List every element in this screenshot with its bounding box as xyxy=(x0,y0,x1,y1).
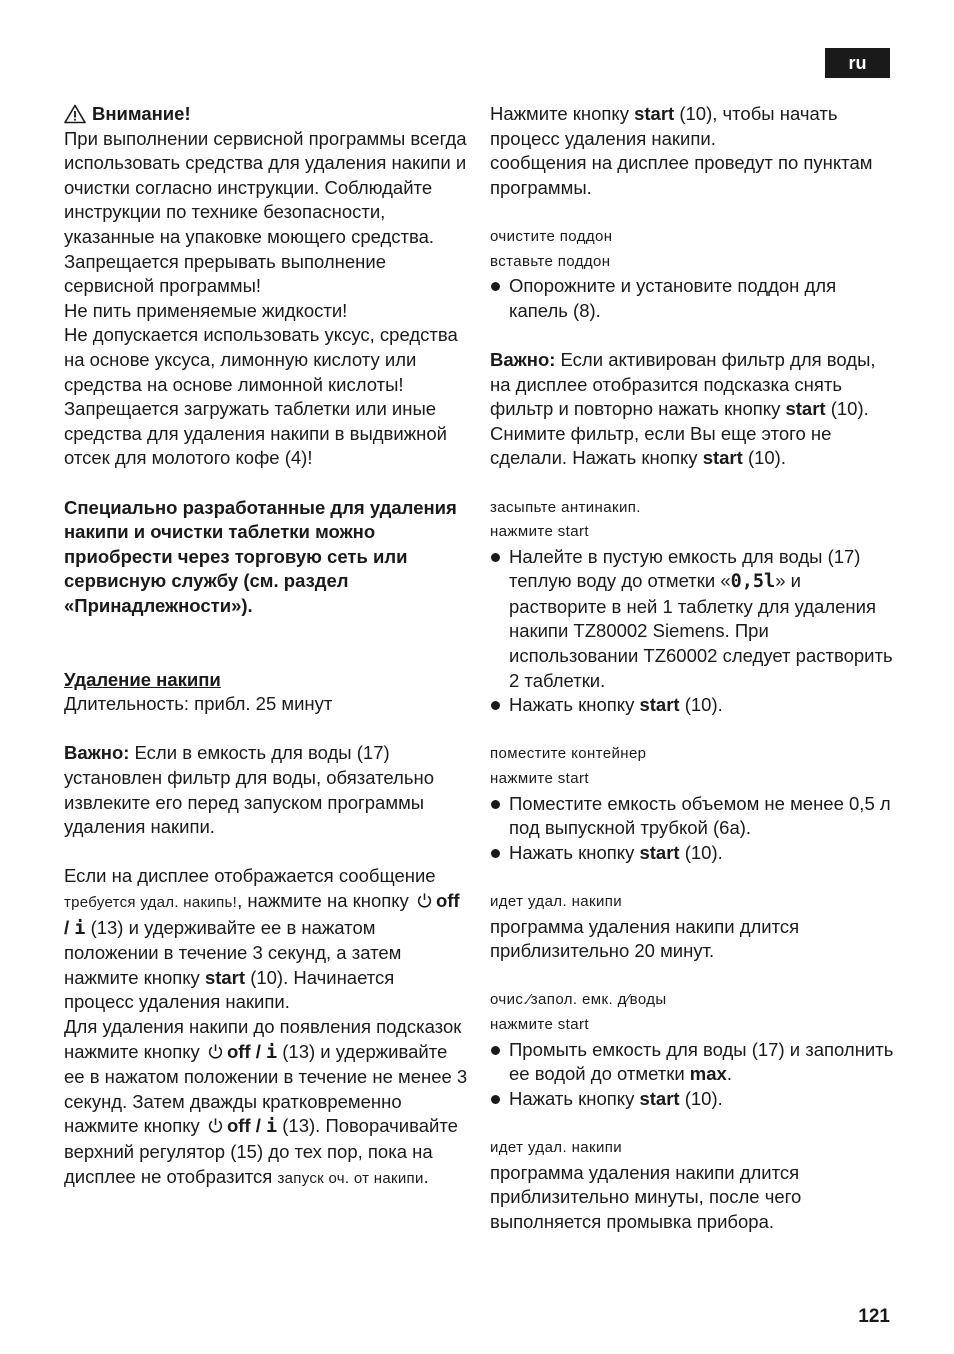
step-list xyxy=(490,792,895,866)
list-item: Налейте в пустую емкость для воды (17) теплую воду до отметки «0,5l» и растворите в ней 1 таблетку для удаления накипи TZ80002 Siemens. При использовании TZ60002 следует растворить 2 таблетки. xyxy=(490,545,895,694)
warning-heading xyxy=(64,102,469,127)
display-message: вставьте поддон xyxy=(490,252,611,270)
display-message: идет удал. накипи xyxy=(490,893,623,910)
descale-heading: Удаление накипи xyxy=(64,668,221,690)
display-message: требуется удал. накипь! xyxy=(64,894,238,911)
list-item: Нажать кнопку start (10). xyxy=(490,1087,895,1112)
duration-text: Длительность: прибл. 25 минут xyxy=(64,693,333,715)
list-item: Нажать кнопку start (10). xyxy=(490,693,895,718)
warning-triangle-icon xyxy=(64,104,86,124)
display-message: нажмите start xyxy=(490,1015,589,1033)
display-message: нажмите start xyxy=(490,770,589,788)
no-drink-text: Не пить применяемые жидкости! xyxy=(64,299,348,321)
display-guide-text: сообщения на дисплее проведут по пунктам программы. xyxy=(490,152,873,198)
display-message: очистите поддон xyxy=(490,227,613,245)
step-list xyxy=(490,545,895,718)
special-tablets-note: Специально разработанные для удаления накипи и очистки таблетки можно приобрести через торговую сеть или сервисную службу (см. раздел «Принадлежности»). xyxy=(64,496,457,616)
descale-instructions-2: Для удаления накипи до появления подсказок нажмите кнопку off / i (13) и удерживайте ее в нажатом положении в течение не менее 3 секунд. Затем дважды кратковременно нажмите кнопку off / i (13). Поворачивайте верхний регулятор (15) до тех пор, пока на дисплее не отобразится запуск оч. от накипи. xyxy=(64,1015,468,1187)
important-filter-note: Важно: Если в емкость для воды (17) установлен фильтр для воды, обязательно извлеките его перед запуском программы удаления накипи. xyxy=(64,742,434,838)
important-filter-note-2: Важно: Если активирован фильтр для воды, на дисплее отобразится подсказка снять фильтр и повторно нажать кнопку start (10). Снимите фильтр, если Вы еще этого не сделали. Нажать кнопку start (10). xyxy=(490,348,876,469)
page-number: 121 xyxy=(858,1306,890,1327)
display-message: очис.⁄запол. емк. д⁄воды xyxy=(490,991,667,1009)
no-tablets-text: Запрещается загружать таблетки или иные средства для удаления накипи в выдвижной отсек для молотого кофе (4)! xyxy=(64,398,447,469)
display-message: засыпьте антинакип. xyxy=(490,498,641,516)
important-label: Важно: xyxy=(64,742,130,764)
right-column xyxy=(490,102,895,1234)
descale-instructions-1: Если на дисплее отображается сообщение требуется удал. накипь!, нажмите на кнопку off / i (13) и удерживайте ее в нажатом положении в течение 3 секунд, а затем нажмите кнопку start (10). Начинается процесс удаления накипи. xyxy=(64,865,460,1013)
list-item: Промыть емкость для воды (17) и заполнить ее водой до отметки max. xyxy=(490,1038,895,1087)
list-item: Опорожните и установите поддон для капель (8). xyxy=(490,274,895,323)
power-icon xyxy=(207,1117,224,1134)
power-icon xyxy=(207,1043,224,1060)
list-item: Поместите емкость объемом не менее 0,5 л под выпускной трубкой (6a). xyxy=(490,792,895,841)
power-icon xyxy=(416,892,433,909)
display-message: нажмите start xyxy=(490,523,589,541)
language-tab: ru xyxy=(825,48,890,78)
display-message: запуск оч. от накипи xyxy=(277,1169,424,1187)
no-vinegar-text: Не допускается использовать уксус, средства на основе уксуса, лимонную кислоту или средства на основе лимонной кислоты! xyxy=(64,324,458,395)
descale-duration-text: программа удаления накипи длится приблизительно 20 минут. xyxy=(490,915,800,962)
display-message: идет удал. накипи xyxy=(490,1138,623,1156)
left-column xyxy=(64,102,469,1191)
no-interrupt-text: Запрещается прерывать выполнение сервисной программы! xyxy=(64,250,387,297)
display-message: поместите контейнер xyxy=(490,745,647,763)
rinse-text: программа удаления накипи длится приблизительно минуты, после чего выполняется промывка прибора. xyxy=(490,1161,802,1232)
warning-title: Внимание! xyxy=(92,103,191,124)
warning-text: При выполнении сервисной программы всегда использовать средства для удаления накипи и очистки согласно инструкции. Соблюдайте инструкции по технике безопасности, указанные на упаковке моющего средства. xyxy=(64,127,467,247)
step-list xyxy=(490,274,895,323)
step-list xyxy=(490,1038,895,1112)
list-item: Нажать кнопку start (10). xyxy=(490,841,895,866)
start-intro: Нажмите кнопку start (10), чтобы начать процесс удаления накипи. xyxy=(490,103,838,149)
